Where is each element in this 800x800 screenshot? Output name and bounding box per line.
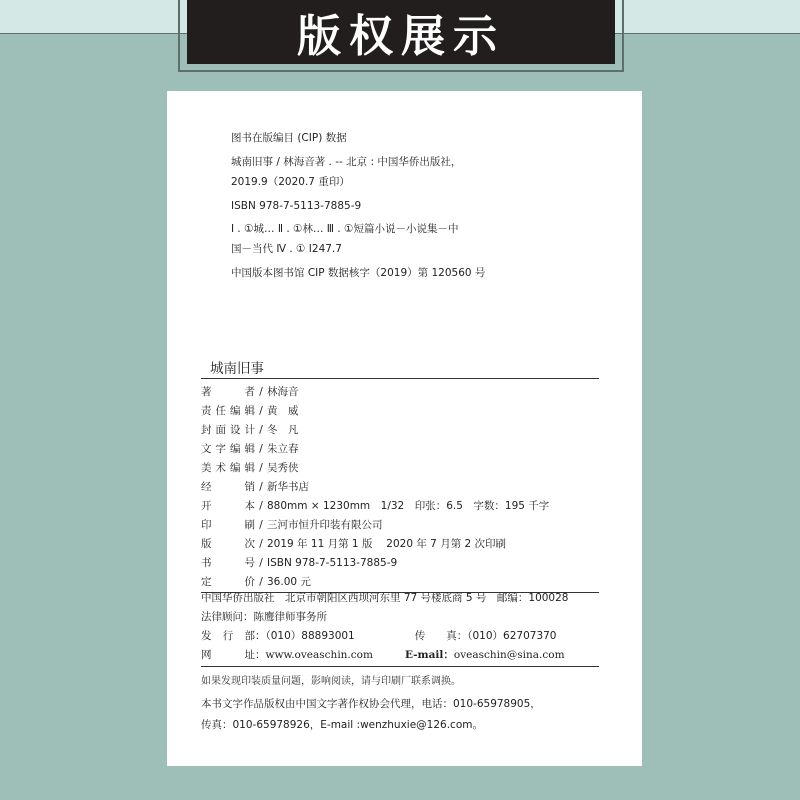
credit-value: ISBN 978-7-5113-7885-9 — [267, 557, 398, 569]
credit-row: 定价 / 36.00 元 — [201, 576, 311, 588]
email-address: oveaschin@sina.com — [453, 649, 565, 661]
fax-label: 传 真： — [414, 630, 468, 642]
cip-heading: 图书在版编目 (CIP) 数据 — [231, 132, 347, 144]
credit-label: 责任编辑 — [201, 405, 255, 417]
cip-line: 城南旧事 / 林海音著 . -- 北京 : 中国华侨出版社， — [231, 156, 462, 168]
cip-line: 2019.9（2020.7 重印） — [231, 176, 350, 188]
divider — [201, 378, 599, 379]
credit-value: 新华书店 — [267, 481, 309, 493]
credit-label: 印刷 — [201, 519, 255, 531]
quality-note: 如果发现印装质量问题，影响阅读，请与印刷厂联系调换。 — [201, 676, 461, 687]
divider — [201, 666, 599, 667]
credit-label: 版次 — [201, 538, 255, 550]
credit-label: 书号 — [201, 557, 255, 569]
fax-number: （010）62707370 — [467, 630, 557, 642]
banner-title: 版权展示 — [187, 0, 615, 64]
cip-line: Ⅰ . ①城… Ⅱ . ①林… Ⅲ . ①短篇小说－小说集－中 — [231, 223, 459, 235]
sales-label: 发行部 — [201, 630, 255, 642]
credit-row: 责任编辑 / 黄 威 — [201, 405, 299, 417]
credit-value: 黄 威 — [267, 405, 299, 417]
credit-row: 封面设计 / 冬 凡 — [201, 424, 299, 436]
publisher-line: 中国华侨出版社 北京市朝阳区西坝河东里 77 号楼底商 5 号 邮编：100028 — [201, 592, 569, 604]
credit-value: 2019 年 11 月第 1 版 2020 年 7 月第 2 次印刷 — [267, 538, 507, 550]
credit-row: 印刷 / 三河市恒升印装有限公司 — [201, 519, 383, 531]
cip-line: 中国版本图书馆 CIP 数据核字（2019）第 120560 号 — [231, 267, 486, 279]
credit-label: 经销 — [201, 481, 255, 493]
rights-note: 传真：010-65978926，E-mail :wenzhuxie@126.com。 — [201, 719, 483, 731]
credit-value: 三河市恒升印装有限公司 — [267, 519, 383, 531]
credit-label: 美术编辑 — [201, 462, 255, 474]
cip-line: ISBN 978-7-5113-7885-9 — [231, 200, 362, 212]
credit-row: 经销 / 新华书店 — [201, 481, 309, 493]
credit-label: 定价 — [201, 576, 255, 588]
credit-value: 36.00 元 — [267, 576, 311, 588]
credit-label: 著者 — [201, 386, 255, 398]
sales-phone: （010）88893001 — [265, 630, 355, 642]
credit-row: 版次 / 2019 年 11 月第 1 版 2020 年 7 月第 2 次印刷 — [201, 538, 507, 550]
web-label: 网址 — [201, 649, 255, 661]
credit-value: 朱立春 — [267, 443, 299, 455]
credit-row: 开本 / 880mm × 1230mm 1/32 印张：6.5 字数：195 千字 — [201, 500, 550, 512]
web-row: 网址：www.oveaschin.com E-mail：oveaschin@sina.com — [201, 649, 565, 661]
credit-value: 冬 凡 — [267, 424, 299, 436]
credit-label: 封面设计 — [201, 424, 255, 436]
cip-line: 国－当代 Ⅳ . ① I247.7 — [231, 243, 342, 255]
credit-value: 880mm × 1230mm 1/32 印张：6.5 字数：195 千字 — [267, 500, 550, 512]
credit-label: 开本 — [201, 500, 255, 512]
credit-row: 美术编辑 / 吴秀侠 — [201, 462, 299, 474]
rights-note: 本书文字作品版权由中国文字著作权协会代理，电话：010-65978905， — [201, 698, 541, 710]
credit-row: 著者 / 林海音 — [201, 386, 299, 398]
email-label: E-mail： — [404, 649, 454, 661]
website-url: www.oveaschin.com — [265, 649, 373, 661]
copyright-page — [167, 91, 642, 766]
sales-row: 发行部：（010）88893001 传 真：（010）62707370 — [201, 630, 557, 642]
credit-label: 文字编辑 — [201, 443, 255, 455]
credit-row: 文字编辑 / 朱立春 — [201, 443, 299, 455]
credit-value: 林海音 — [267, 386, 299, 398]
credit-value: 吴秀侠 — [267, 462, 299, 474]
legal-counsel: 法律顾问：陈鹰律师事务所 — [201, 611, 327, 623]
book-title: 城南旧事 — [210, 361, 264, 377]
credit-row: 书号 / ISBN 978-7-5113-7885-9 — [201, 557, 398, 569]
